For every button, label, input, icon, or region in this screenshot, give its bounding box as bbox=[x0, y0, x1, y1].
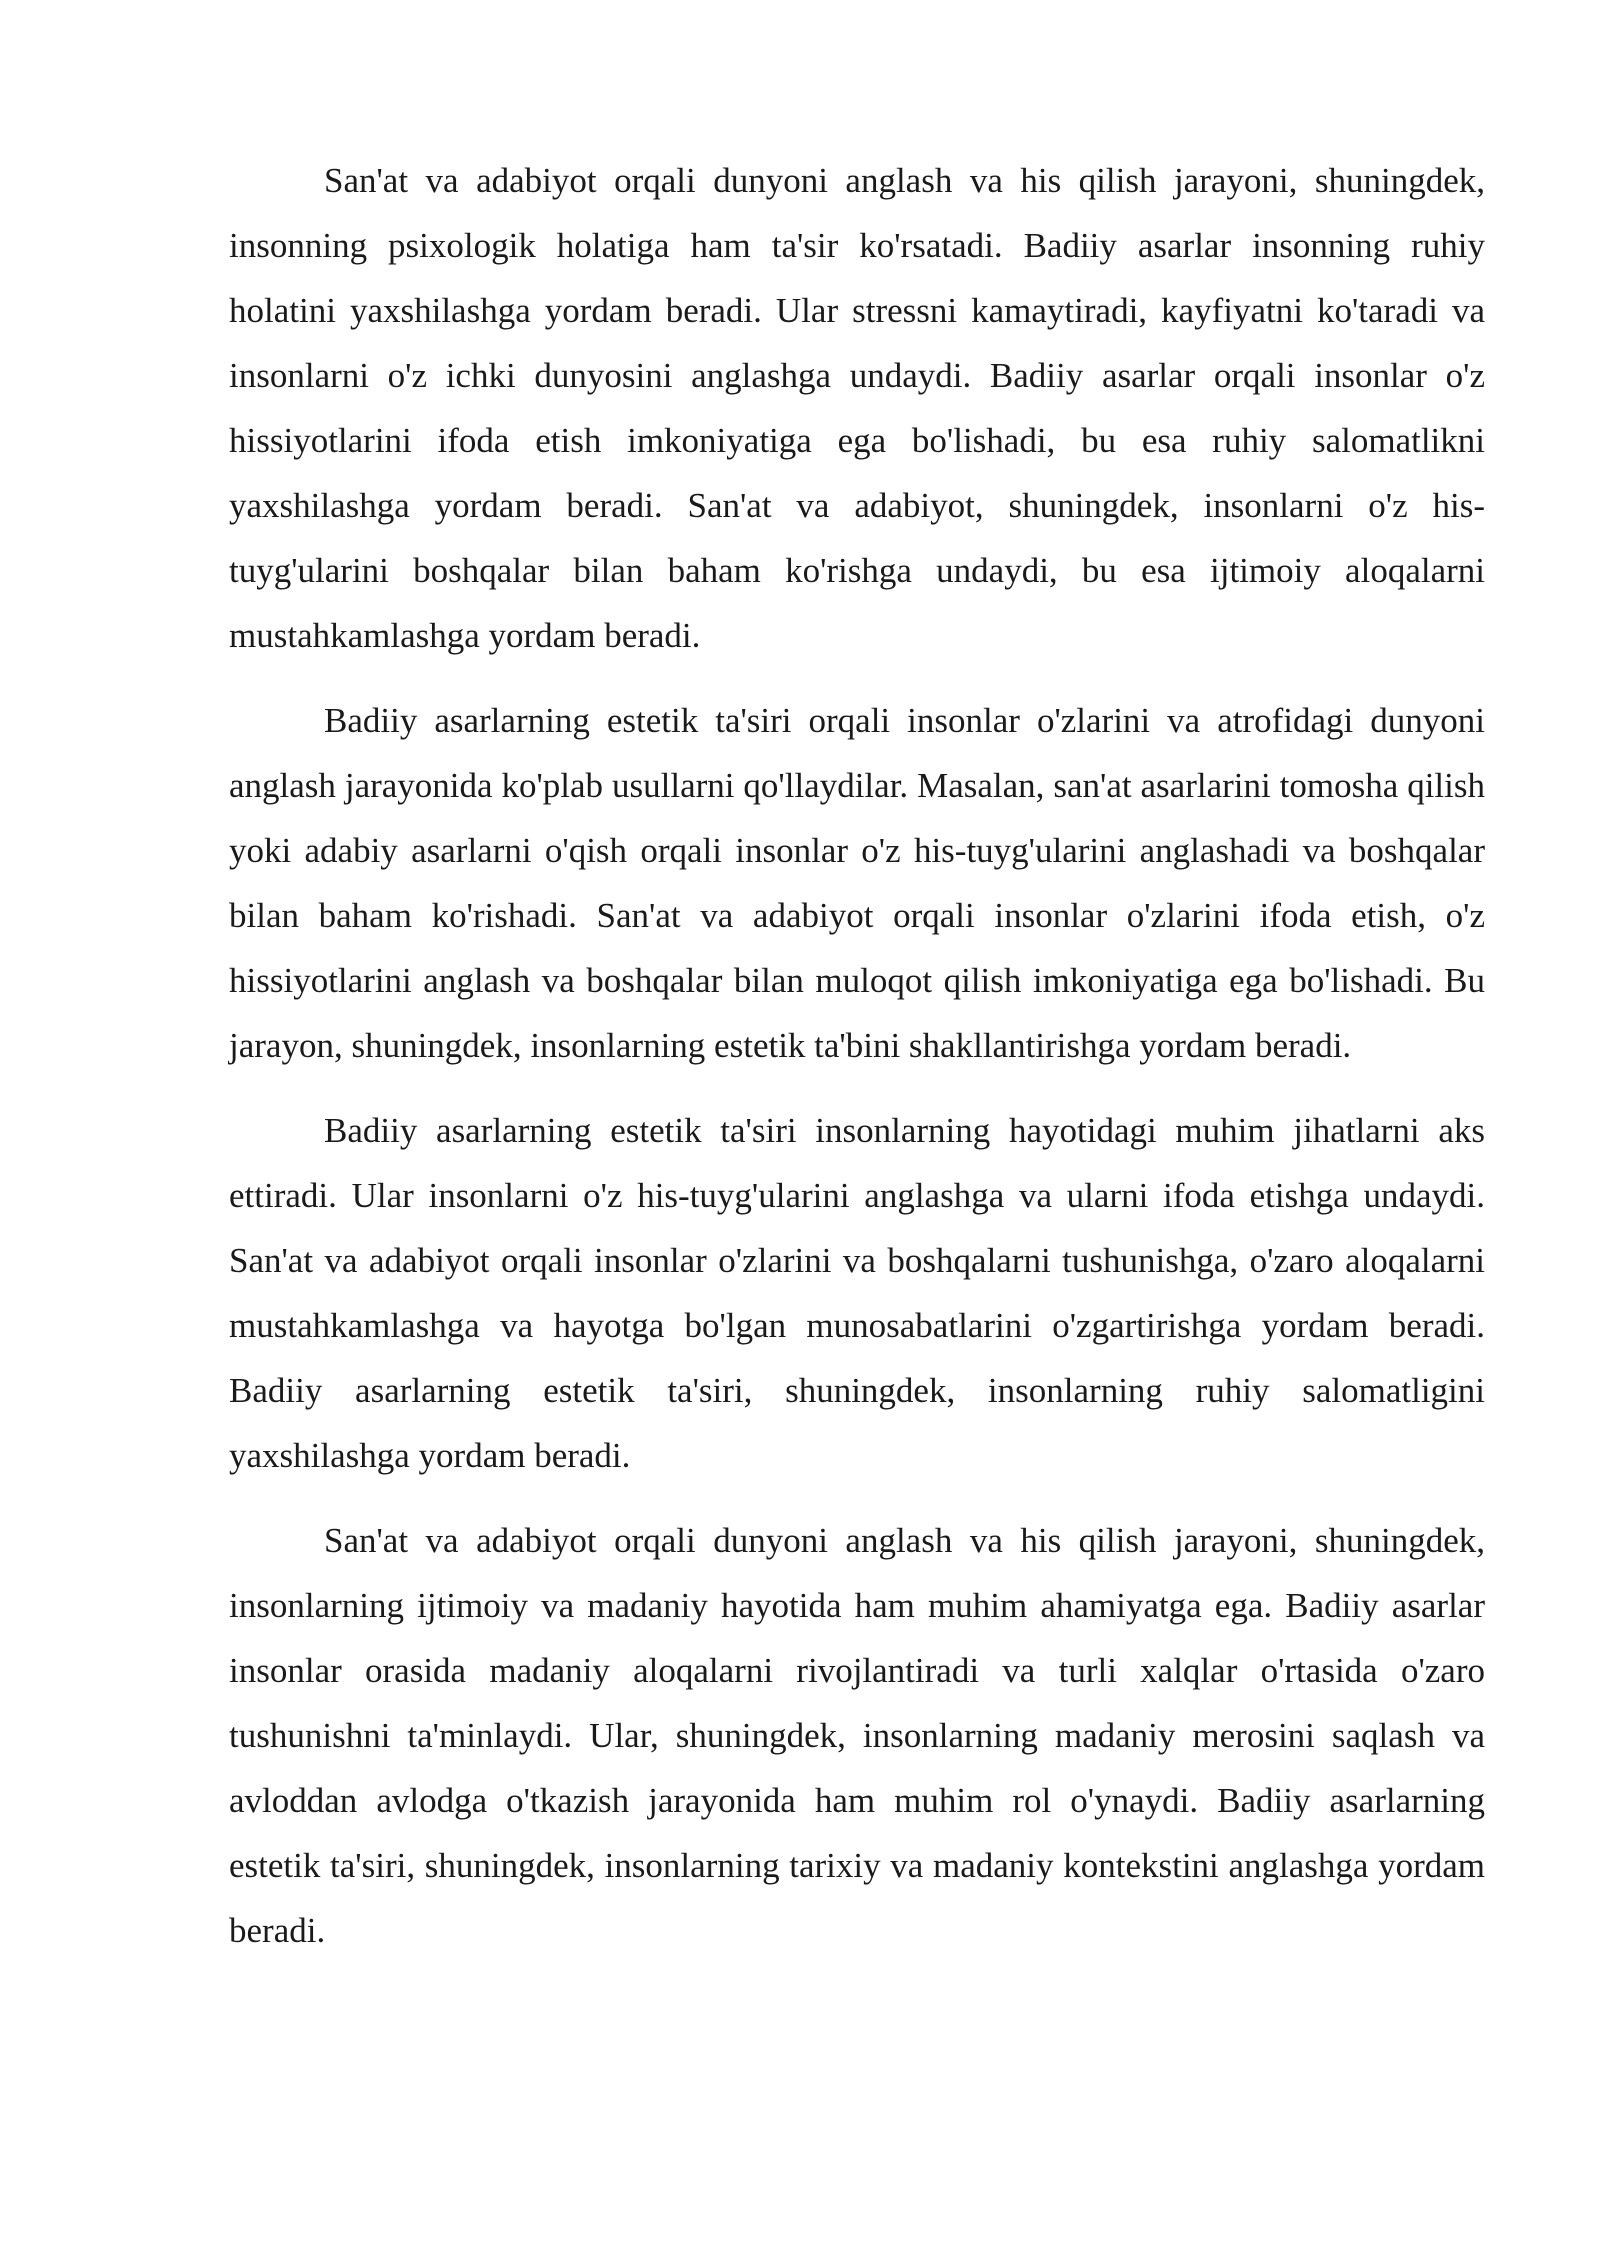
paragraph: San'at va adabiyot orqali dunyoni anglash va his qilish jarayoni, shuningdek, insonning psixologik holatiga ham ta'sir ko'rsatadi. Badiiy asarlar insonning ruhiy holatini yaxshilashga yordam beradi. Ular stressni kamaytiradi, kayfiyatni ko'taradi va insonlarni o'z ichki dunyosini anglashga undaydi. Badiiy asarlar orqali insonlar o'z hissiyotlarini ifoda etish imkoniyatiga ega bo'lishadi, bu esa ruhiy salomatlikni yaxshilashga yordam beradi. San'at va adabiyot, shuningdek, insonlarni o'z his-tuyg'ularini boshqalar bilan baham ko'rishga undaydi, bu esa ijtimoiy aloqalarni mustahkamlashga yordam beradi. bbox=[229, 161, 1485, 655]
document-body bbox=[229, 148, 1485, 1983]
paragraph: San'at va adabiyot orqali dunyoni anglash va his qilish jarayoni, shuningdek, insonlarning ijtimoiy va madaniy hayotida ham muhim ahamiyatga ega. Badiiy asarlar insonlar orasida madaniy aloqalarni rivojlantiradi va turli xalqlar o'rtasida o'zaro tushunishni ta'minlaydi. Ular, shuningdek, insonlarning madaniy merosini saqlash va avloddan avlodga o'tkazish jarayonida ham muhim rol o'ynaydi. Badiiy asarlarning estetik ta'siri, shuningdek, insonlarning tarixiy va madaniy kontekstini anglashga yordam beradi. bbox=[229, 1521, 1485, 1950]
paragraph: Badiiy asarlarning estetik ta'siri insonlarning hayotidagi muhim jihatlarni aks ettiradi. Ular insonlarni o'z his-tuyg'ularini anglashga va ularni ifoda etishga undaydi. San'at va adabiyot orqali insonlar o'zlarini va boshqalarni tushunishga, o'zaro aloqalarni mustahkamlashga va hayotga bo'lgan munosabatlarini o'zgartirishga yordam beradi. Badiiy asarlarning estetik ta'siri, shuningdek, insonlarning ruhiy salomatligini yaxshilashga yordam beradi. bbox=[229, 1111, 1485, 1475]
paragraph: Badiiy asarlarning estetik ta'siri orqali insonlar o'zlarini va atrofidagi dunyoni anglash jarayonida ko'plab usullarni qo'llaydilar. Masalan, san'at asarlarini tomosha qilish yoki adabiy asarlarni o'qish orqali insonlar o'z his-tuyg'ularini anglashadi va boshqalar bilan baham ko'rishadi. San'at va adabiyot orqali insonlar o'zlarini ifoda etish, o'z hissiyotlarini anglash va boshqalar bilan muloqot qilish imkoniyatiga ega bo'lishadi. Bu jarayon, shuningdek, insonlarning estetik ta'bini shakllantirishga yordam beradi. bbox=[229, 701, 1485, 1065]
